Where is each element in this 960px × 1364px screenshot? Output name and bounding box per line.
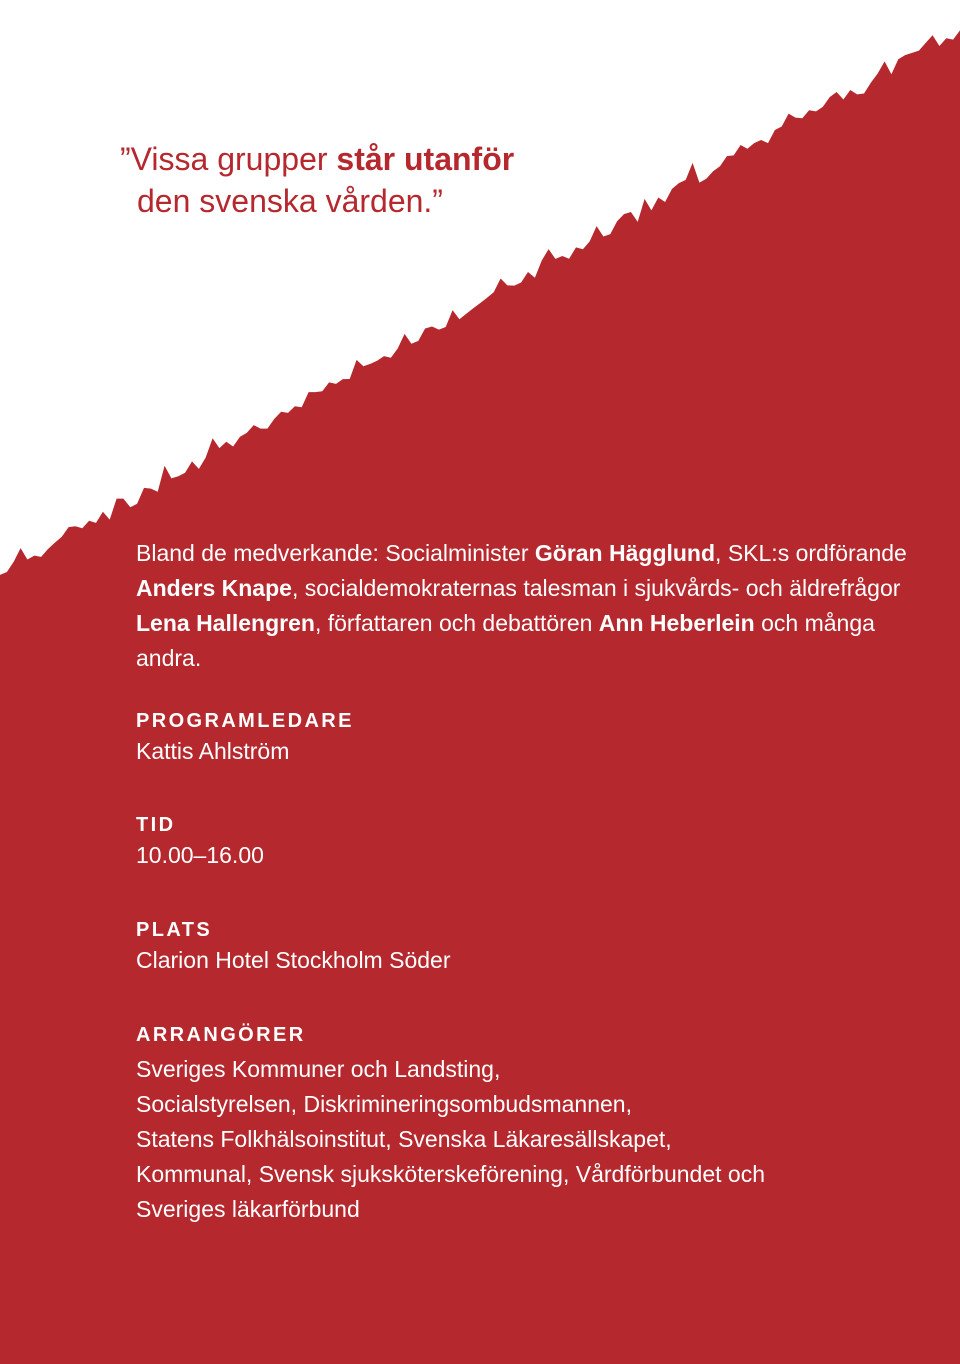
quote-open: ”Vissa grupper [120, 141, 337, 177]
organizer-line: Statens Folkhälsoinstitut, Svenska Läkaresällskapet, [136, 1126, 672, 1152]
arrangorer-list [136, 1052, 936, 1227]
section-plats [136, 917, 936, 978]
quote-line-1 [120, 138, 514, 180]
programledare-label: PROGRAMLEDARE [136, 710, 354, 732]
programledare-value: Kattis Ahlström [136, 738, 290, 764]
participant-name: Lena Hallengren [136, 610, 315, 636]
participant-name: Göran Hägglund [534, 540, 716, 566]
tid-label: TID [136, 814, 176, 836]
organizer-line: Sveriges läkarförbund [136, 1196, 360, 1222]
quote-emphasis: står utanför [336, 141, 515, 177]
arrangorer-label: ARRANGÖRER [136, 1024, 306, 1046]
organizer-line: Socialstyrelsen, Diskrimineringsombudsmannen, [136, 1091, 632, 1117]
quote-line-2: den svenska vården.” [137, 183, 443, 219]
intro-text: , socialdemokraternas talesman i sjukvårds- och äldrefrågor [291, 575, 901, 601]
organizer-line: Sveriges Kommuner och Landsting, [136, 1056, 501, 1082]
intro-text: , författaren och debattören [314, 610, 599, 636]
section-tid [136, 812, 936, 873]
tid-value: 10.00–16.00 [136, 842, 264, 868]
headline-quote [120, 138, 514, 222]
section-arrangorer [136, 1022, 936, 1227]
plats-label: PLATS [136, 919, 213, 941]
plats-value: Clarion Hotel Stockholm Söder [136, 947, 451, 973]
participants-paragraph [136, 536, 936, 676]
intro-text: Bland de medverkande: Socialminister [136, 540, 535, 566]
participant-name: Anders Knape [136, 575, 292, 601]
section-programledare [136, 708, 936, 769]
intro-text: och många andra. [136, 610, 875, 671]
intro-text: , SKL:s ordförande [715, 540, 907, 566]
event-details [136, 536, 936, 1227]
participant-name: Ann Heberlein [598, 610, 755, 636]
organizer-line: Kommunal, Svensk sjuksköterskeförening, Vårdförbundet och [136, 1161, 765, 1187]
